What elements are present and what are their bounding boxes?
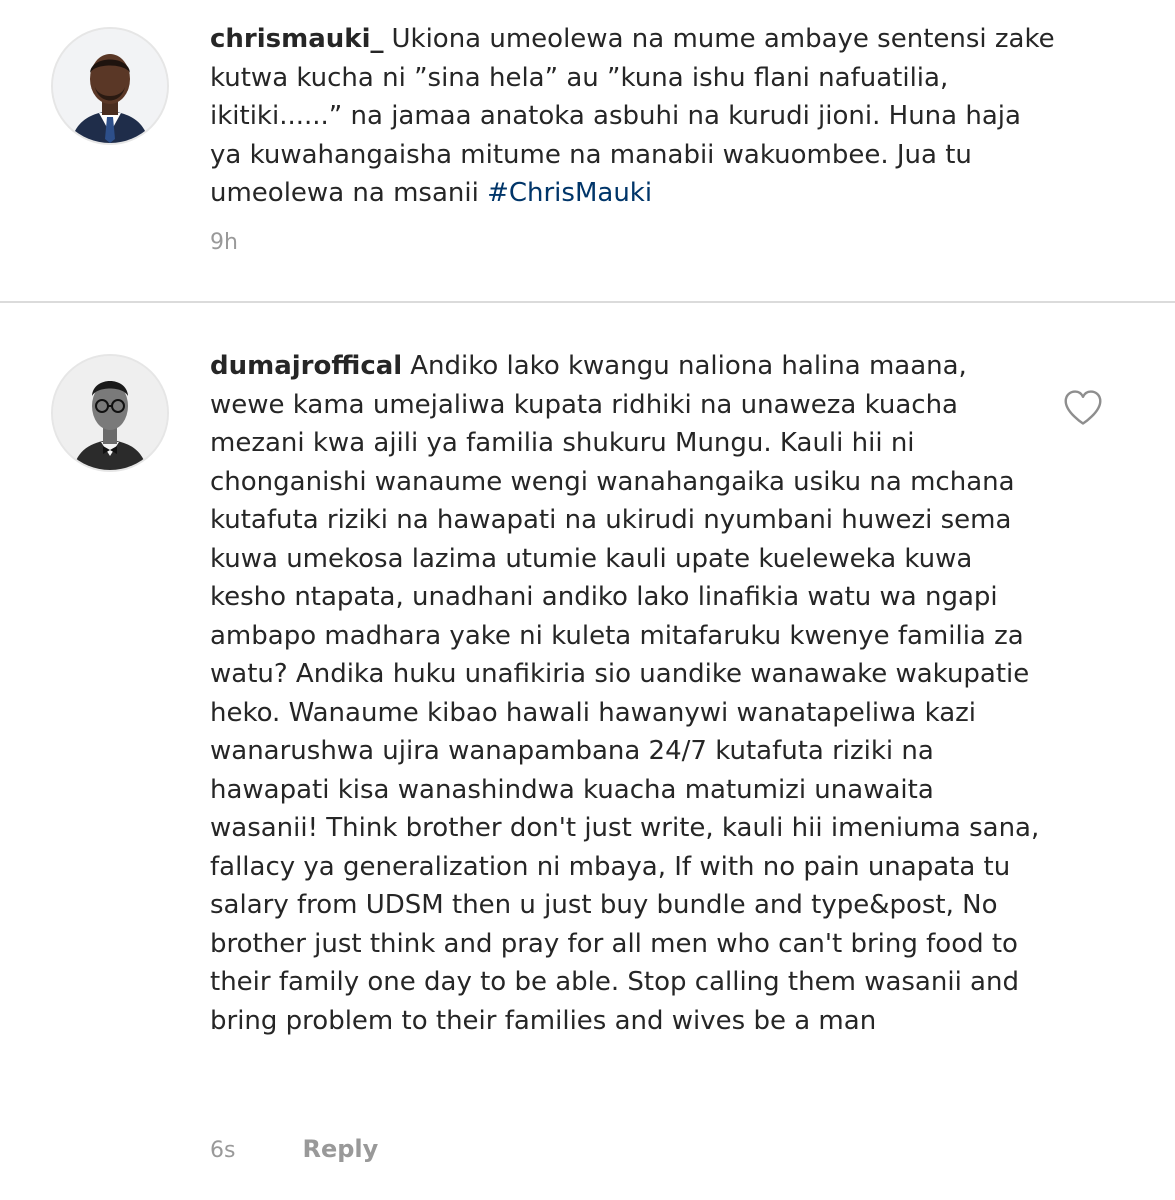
heart-outline-icon[interactable]	[1062, 389, 1104, 427]
caption-hashtag[interactable]: #ChrisMauki	[487, 178, 653, 208]
caption-post	[0, 0, 1175, 300]
profile-photo-man-in-suit-icon	[53, 29, 167, 143]
profile-photo-man-with-glasses-icon	[53, 356, 167, 470]
caption-text	[210, 20, 1060, 213]
reply-button[interactable]: Reply	[302, 1135, 379, 1163]
comment-body: Andiko lako kwangu naliona halina maana, wewe kama umejaliwa kupata ridhiki na unaweza kuacha mezani kwa ajili ya familia shukuru Mungu. Kauli hii ni chonganishi wanaume wengi wanahangaika usiku na mchana kutafuta riziki na hawapati na ukirudi nyumbani huwezi sema kuwa umekosa lazima utumie kauli upate kueleweka kuwa kesho ntapata, unadhani andiko lako linafikia watu wa ngapi ambapo madhara yake ni kuleta mitafaruku kwenye familia za watu? Andika huku unafikiria sio uandike wanawake wakupatie heko. Wanaume kibao hawali hawanywi wanatapeliwa kazi wanarushwa ujira wanapambana 24/7 kutafuta riziki na hawapati kisa wanashindwa kuacha matumizi unawaita wasanii! Think brother don't just write, kauli hii imeniuma sana, fallacy ya generalization ni mbaya, If with no pain unapata tu salary from UDSM then u just buy bundle and type&post, No brother just think and pray for all men who can't bring food to their family one day to be able. Stop calling them wasanii and bring problem to their families and wives be a man	[210, 351, 1040, 1036]
comment-avatar[interactable]	[53, 356, 167, 470]
caption-avatar[interactable]	[53, 29, 167, 143]
comment-timestamp: 6s	[210, 1138, 236, 1163]
caption-body: Ukiona umeolewa na mume ambaye sentensi zake kutwa kucha ni ”sina hela” au ”kuna ishu flani nafuatilia, ikitiki......” na jamaa anatoka asbuhi na kurudi jioni. Huna haja ya kuwahangaisha mitume na manabii wakuombee. Jua tu umeolewa na msanii	[210, 24, 1055, 208]
caption-meta	[210, 230, 298, 255]
caption-username[interactable]: chrismauki_	[210, 24, 384, 54]
comment-meta	[210, 1135, 378, 1163]
comment-username[interactable]: dumajroffical	[210, 351, 403, 381]
comment-text	[210, 347, 1045, 1040]
caption-timestamp: 9h	[210, 230, 238, 255]
comment-item	[0, 303, 1175, 1200]
